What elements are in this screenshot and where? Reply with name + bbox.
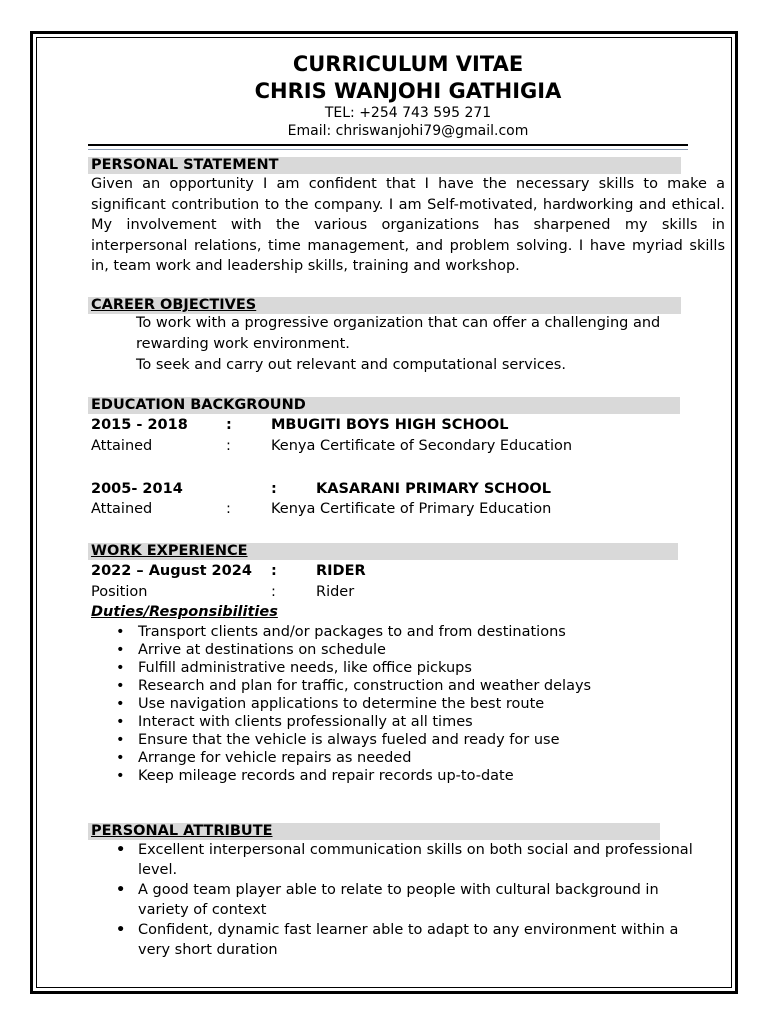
attribute-item — [91, 920, 728, 960]
attribute-3-line2: very short duration — [138, 942, 278, 958]
education-2-school: KASARANI PRIMARY SCHOOL — [316, 481, 551, 497]
candidate-name: CHRIS WANJOHI GATHIGIA — [254, 79, 562, 103]
objective-item-1-line2: rewarding work environment. — [136, 336, 350, 352]
work-role: RIDER — [316, 563, 366, 579]
cv-title: CURRICULUM VITAE — [292, 52, 524, 76]
education-1-colon: : — [226, 417, 232, 433]
work-experience-heading: WORK EXPERIENCE — [91, 543, 248, 559]
education-1-attained-colon: : — [226, 438, 231, 454]
duties-list — [91, 623, 591, 785]
work-colon: : — [271, 563, 277, 579]
attribute-item — [91, 840, 728, 880]
attribute-3-line1: • Confident, dynamic fast learner able to adapt to any environment within a — [138, 922, 679, 938]
education-2-years: 2005- 2014 — [91, 481, 183, 497]
position-label: Position — [91, 584, 148, 600]
attribute-1-line1: • Excellent interpersonal communication skills on both social and professional — [138, 842, 693, 858]
duty-item: • Use navigation applications to determine the best route — [91, 695, 591, 713]
objective-item-1-line1: To work with a progressive organization that can offer a challenging and — [136, 315, 661, 331]
duty-item: • Keep mileage records and repair records up-to-date — [91, 767, 591, 785]
header-divider-thin — [88, 149, 688, 150]
position-colon: : — [271, 584, 276, 600]
attributes-list — [91, 840, 728, 960]
duty-item: • Research and plan for traffic, construction and weather delays — [91, 677, 591, 695]
duty-item: • Fulfill administrative needs, like office pickups — [91, 659, 591, 677]
education-2-attained-label: Attained — [91, 501, 153, 517]
duty-item: • Interact with clients professionally at all times — [91, 713, 591, 731]
duty-item: • Arrive at destinations on schedule — [91, 641, 591, 659]
personal-statement-heading: PERSONAL STATEMENT — [91, 157, 279, 173]
education-heading: EDUCATION BACKGROUND — [91, 397, 306, 413]
education-2-attained-colon: : — [226, 501, 231, 517]
education-1-attained-label: Attained — [91, 438, 153, 454]
duty-item: • Transport clients and/or packages to and from destinations — [91, 623, 591, 641]
attribute-item — [91, 880, 728, 920]
contact-tel: TEL: +254 743 595 271 — [324, 105, 492, 121]
duties-heading: Duties/Responsibilities — [91, 604, 278, 620]
education-1-attained-value: Kenya Certificate of Secondary Education — [271, 438, 573, 454]
header-divider — [88, 144, 688, 146]
education-2-attained-value: Kenya Certificate of Primary Education — [271, 501, 552, 517]
objective-item-2: To seek and carry out relevant and computational services. — [136, 357, 566, 373]
education-1-school: MBUGITI BOYS HIGH SCHOOL — [271, 417, 509, 433]
attribute-2-line2: variety of context — [138, 902, 267, 918]
career-objectives-heading: CAREER OBJECTIVES — [91, 297, 257, 313]
personal-statement-text: Given an opportunity I am confident that I have the necessary skills to make a significant contribution to the company. I am Self-motivated, hardworking and ethical. My involvement with the various organizations has sharpened my skills in interpersonal relations, time management, and problem solving. I have myriad skills in, team work and leadership skills, training and workshop. — [91, 176, 725, 274]
contact-email: Email: chriswanjohi79@gmail.com — [287, 123, 529, 139]
duty-item: • Ensure that the vehicle is always fueled and ready for use — [91, 731, 591, 749]
duty-item: • Arrange for vehicle repairs as needed — [91, 749, 591, 767]
work-period: 2022 – August 2024 — [91, 563, 252, 579]
attribute-1-line2: level. — [138, 862, 178, 878]
attribute-2-line1: • A good team player able to relate to people with cultural background in — [138, 882, 659, 898]
position-value: Rider — [316, 584, 355, 600]
education-1-years: 2015 - 2018 — [91, 417, 188, 433]
education-2-colon: : — [271, 481, 277, 497]
personal-attribute-heading: PERSONAL ATTRIBUTE — [91, 823, 273, 839]
